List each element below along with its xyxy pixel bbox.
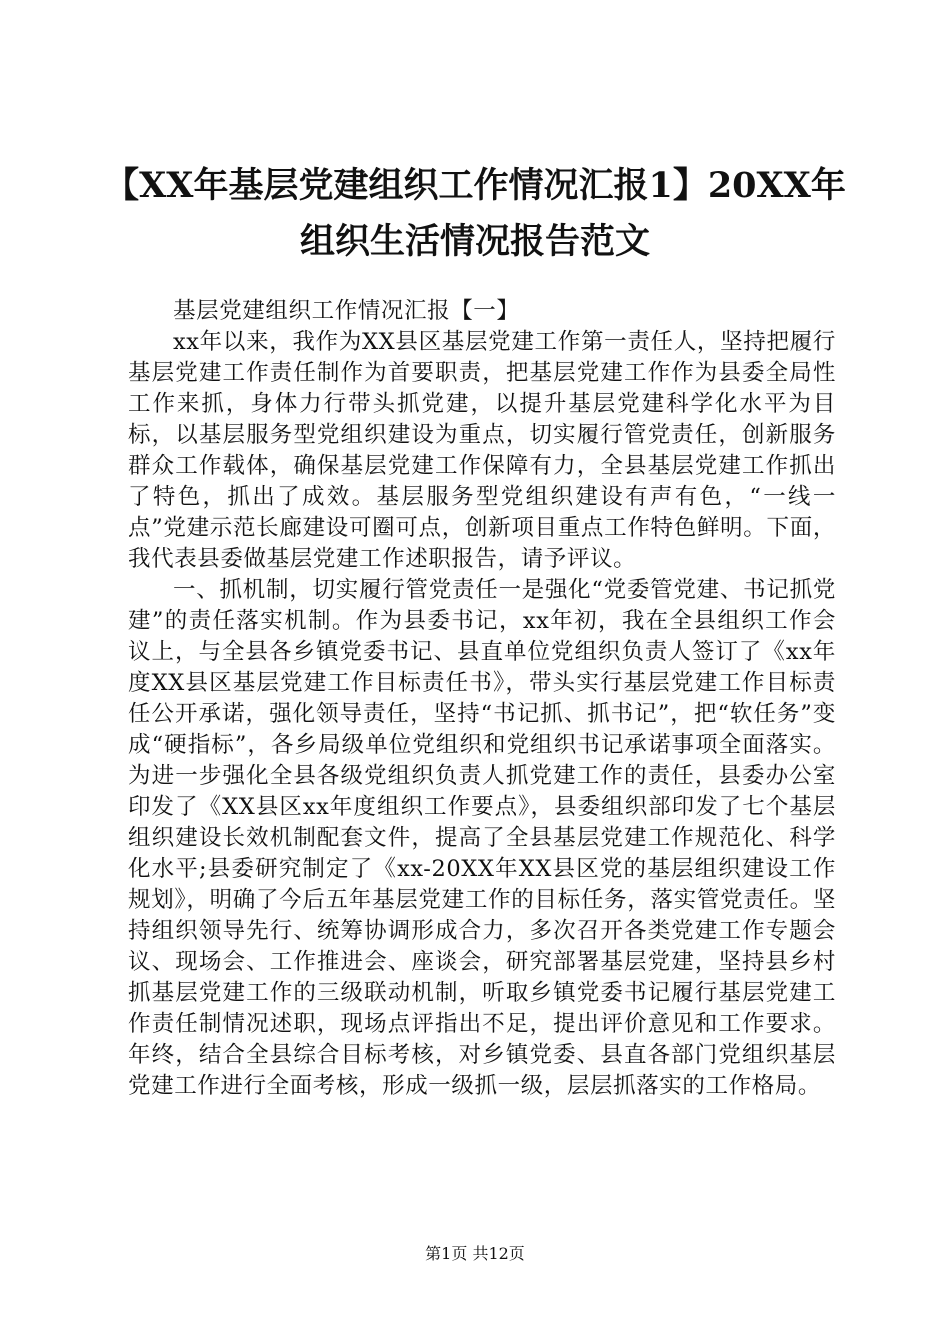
document-title: 【XX年基层党建组织工作情况汇报1】20XX年组织生活情况报告范文 xyxy=(104,165,846,262)
paragraph-section-heading: 基层党建组织工作情况汇报【一】 xyxy=(173,298,520,324)
paragraph-intro: xx年以来，我作为XX县区基层党建工作第一责任人，坚持把履行基层党建工作责任制作为首要职责，把基层党建工作作为县委全局性工作来抓，身体力行带头抓党建，以提升基层党建科学化水平为目标，以基层服务型党组织建设为重点，切实履行管党责任，创新服务群众工作载体，确保基层党建工作保障有力，全县基层党建工作抓出了特色，抓出了成效。基层服务型党组织建设有声有色，“一线一点”党建示范长廊建设可圈可点，创新项目重点工作特色鲜明。下面，我代表县委做基层党建工作述职报告，请予评议。 xyxy=(128,329,836,572)
document-body xyxy=(128,296,836,1102)
page-footer: 第1页 共12页 xyxy=(425,1244,525,1263)
paragraph-mechanism: 一、抓机制，切实履行管党责任一是强化“党委管党建、书记抓党建”的责任落实机制。作为县委书记，xx年初，我在全县组织工作会议上，与全县各乡镇党委书记、县直单位党组织负责人签订了《xx年度XX县区基层党建工作目标责任书》，带头实行基层党建工作目标责任公开承诺，强化领导责任，坚持“书记抓、抓书记”，把“软任务”变成“硬指标”，各乡局级单位党组织和党组织书记承诺事项全面落实。为进一步强化全县各级党组织负责人抓党建工作的责任，县委办公室印发了《XX县区xx年度组织工作要点》，县委组织部印发了七个基层组织建设长效机制配套文件，提高了全县基层党建工作规范化、科学化水平;县委研究制定了《xx-20XX年XX县区党的基层组织建设工作规划》，明确了今后五年基层党建工作的目标任务，落实管党责任。坚持组织领导先行、统筹协调形成合力，多次召开各类党建工作专题会议、现场会、工作推进会、座谈会，研究部署基层党建，坚持县乡村抓基层党建工作的三级联动机制，听取乡镇党委书记履行基层党建工作责任制情况述职，现场点评指出不足，提出评价意见和工作要求。年终，结合全县综合目标考核，对乡镇党委、县直各部门党组织基层党建工作进行全面考核，形成一级抓一级，层层抓落实的工作格局。 xyxy=(128,577,836,1099)
